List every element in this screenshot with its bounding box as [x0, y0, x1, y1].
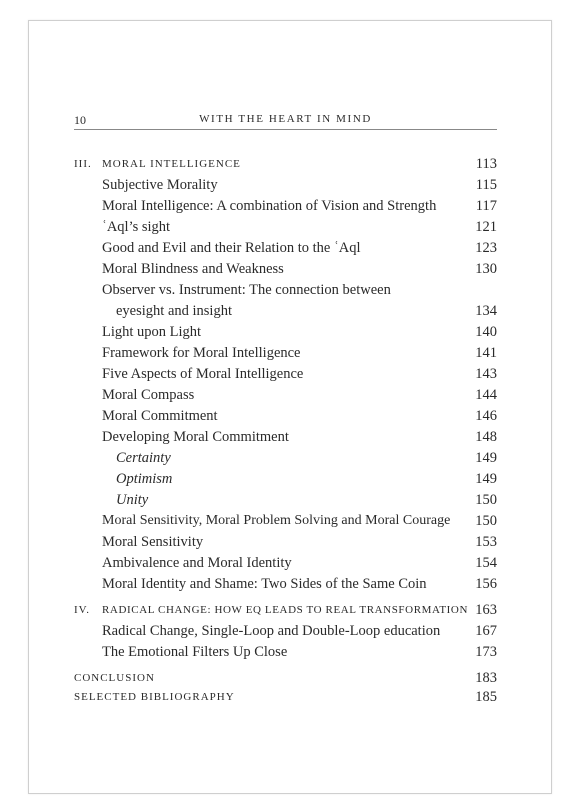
toc-entry[interactable] [74, 322, 497, 342]
entry-label: Radical Change, Single-Loop and Double-Loop education [102, 623, 441, 639]
page-ref: 141 [475, 345, 497, 361]
toc-subentry[interactable] [74, 448, 497, 468]
toc-part-heading[interactable] [74, 154, 497, 174]
page-ref: 153 [475, 534, 497, 550]
toc-subentry[interactable] [74, 469, 497, 489]
toc-entry[interactable] [74, 175, 497, 195]
toc-backmatter-conclusion[interactable] [74, 668, 497, 688]
entry-label: Subjective Morality [102, 177, 218, 193]
toc-entry[interactable] [74, 385, 497, 405]
page-ref: 143 [475, 366, 497, 382]
toc-entry[interactable] [74, 532, 497, 552]
page-ref: 149 [475, 450, 497, 466]
part-numeral: III. [74, 158, 92, 170]
page-ref: 154 [475, 555, 497, 571]
toc-entry[interactable] [74, 259, 497, 279]
entry-label: Moral Sensitivity, Moral Problem Solving and Moral Courage [102, 513, 451, 528]
page-ref: 167 [475, 623, 497, 639]
entry-label: Developing Moral Commitment [102, 429, 289, 445]
page-ref: 115 [475, 177, 497, 193]
page-ref: 150 [475, 513, 497, 529]
entry-label: Moral Commitment [102, 408, 218, 424]
part-title: MORAL INTELLIGENCE [102, 158, 241, 170]
page-ref: 140 [475, 324, 497, 340]
page-ref: 150 [475, 492, 497, 508]
toc-entry[interactable] [74, 280, 497, 300]
page-ref: 123 [475, 240, 497, 256]
toc-entry[interactable] [74, 217, 497, 237]
page-ref: 173 [475, 644, 497, 660]
toc-entry[interactable] [74, 406, 497, 426]
entry-label: eyesight and insight [116, 303, 232, 319]
entry-label: Observer vs. Instrument: The connection between [102, 282, 391, 298]
toc-entry[interactable] [74, 642, 497, 662]
page-ref: 130 [475, 261, 497, 277]
entry-label: Moral Sensitivity [102, 534, 204, 550]
toc-backmatter-bibliography[interactable] [74, 687, 497, 707]
toc-entry[interactable] [74, 343, 497, 363]
entry-label: Light upon Light [102, 324, 202, 340]
toc-entry[interactable] [74, 196, 497, 216]
entry-label: Moral Compass [102, 387, 195, 403]
page-ref: 156 [475, 576, 497, 592]
toc-subentry[interactable] [74, 490, 497, 510]
page-ref: 185 [475, 689, 497, 705]
page-ref: 117 [475, 198, 497, 214]
entry-label: Optimism [116, 471, 173, 487]
book-title: WITH THE HEART IN MIND [199, 113, 372, 125]
page-ref: 148 [475, 429, 497, 445]
entry-label: Moral Blindness and Weakness [102, 261, 284, 277]
toc-entry[interactable] [74, 427, 497, 447]
page-ref: 146 [475, 408, 497, 424]
toc-entry-continuation[interactable] [74, 301, 497, 321]
page-ref: 121 [475, 219, 497, 235]
page-ref: 163 [475, 602, 497, 618]
page-ref: 183 [475, 670, 497, 686]
header-rule [74, 129, 497, 130]
toc-entry[interactable] [74, 238, 497, 258]
entry-label: Unity [116, 492, 149, 508]
entry-label: Moral Identity and Shame: Two Sides of the Same Coin [102, 576, 427, 592]
page-ref: 113 [475, 156, 497, 172]
toc-entry[interactable] [74, 364, 497, 384]
backmatter-title: SELECTED BIBLIOGRAPHY [74, 691, 235, 703]
page-ref: 144 [475, 387, 497, 403]
running-head [74, 113, 497, 129]
backmatter-title: CONCLUSION [74, 672, 155, 684]
part-numeral: IV. [74, 604, 90, 616]
entry-label: The Emotional Filters Up Close [102, 644, 288, 660]
toc-entry[interactable] [74, 553, 497, 573]
toc-part-heading[interactable] [74, 600, 497, 620]
entry-label: ʿAql’s sight [102, 219, 171, 235]
page-ref: 134 [475, 303, 497, 319]
page-ref: 149 [475, 471, 497, 487]
entry-label: Good and Evil and their Relation to the ʿAql [102, 240, 361, 256]
entry-label: Ambivalence and Moral Identity [102, 555, 292, 571]
entry-label: Moral Intelligence: A combination of Vision and Strength [102, 198, 437, 214]
toc-entry[interactable] [74, 621, 497, 641]
page-number: 10 [74, 113, 86, 127]
toc-entry[interactable] [74, 511, 497, 531]
entry-label: Five Aspects of Moral Intelligence [102, 366, 304, 382]
entry-label: Framework for Moral Intelligence [102, 345, 301, 361]
entry-label: Certainty [116, 450, 171, 466]
toc-entry[interactable] [74, 574, 497, 594]
part-title: RADICAL CHANGE: HOW EQ LEADS TO REAL TRANSFORMATION [102, 604, 469, 616]
